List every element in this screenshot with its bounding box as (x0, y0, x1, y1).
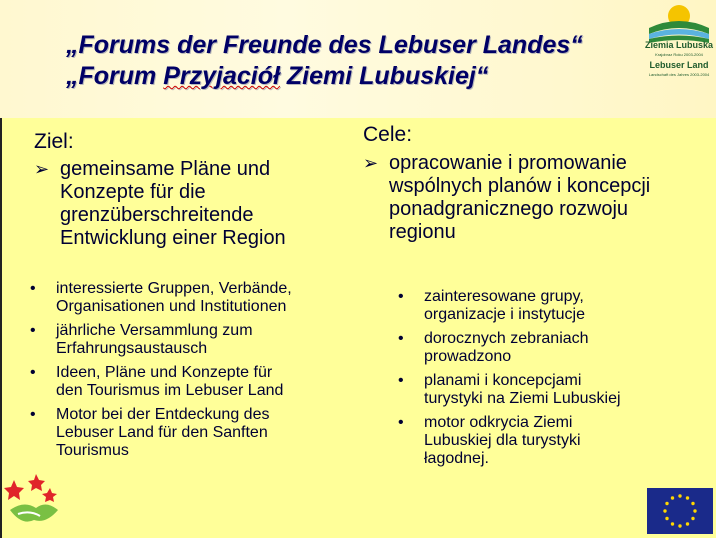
bullet-dot-icon: • (30, 364, 36, 381)
polish-goal-text: opracowanie i promowanie wspólnych planów i koncepcji ponadgranicznego rozwoju regionu (389, 152, 651, 243)
polish-goal (363, 152, 708, 248)
german-heading: Ziel: (34, 130, 74, 153)
eu-star-icon (691, 502, 694, 505)
eu-star-icon (691, 517, 694, 520)
polish-heading: Cele: (363, 123, 413, 146)
logo-sub-polish: Krajobraz Roku 2003-2004 (655, 52, 703, 57)
eu-star-icon (686, 496, 689, 499)
eu-star-icon (665, 517, 668, 520)
bullet-dot-icon: • (30, 406, 36, 423)
bullet-dot-icon: • (398, 414, 404, 431)
list-item: • planami i koncepcjami turystyki na Ziemi Lubuskiej (398, 372, 621, 407)
bullet-dot-icon: • (398, 330, 404, 347)
eu-star-icon (671, 522, 674, 525)
eu-star-icon (678, 494, 681, 497)
eu-star-icon (678, 524, 681, 527)
bullet-dot-icon: • (30, 280, 36, 297)
list-item: • motor odkrycia Ziemi Lubuskiej dla turystyki łagodnej. (398, 414, 581, 467)
bullet-dot-icon: • (398, 288, 404, 305)
polish-bullet-list (396, 288, 696, 474)
handshake-flowers-logo (0, 470, 66, 536)
german-bullet-list (28, 280, 358, 466)
eu-star-icon (671, 496, 674, 499)
list-item: • jährliche Versammlung zum Erfahrungsaustausch (30, 322, 253, 357)
arrow-bullet-icon: ➢ (363, 153, 379, 173)
german-goal (34, 158, 354, 254)
list-item: • dorocznych zebraniach prowadzono (398, 330, 589, 365)
logo-sub-german: Landschaft des Jahres 2003-2004 (648, 72, 710, 77)
list-item: • interessierte Gruppen, Verbände, Organisationen und Institutionen (30, 280, 292, 315)
eu-star-icon (693, 509, 696, 512)
logo-name-german: Lebuser Land (649, 60, 709, 70)
eu-star-icon (686, 522, 689, 525)
eu-flag-icon (647, 488, 713, 534)
eu-star-icon (665, 502, 668, 505)
german-goal-text: gemeinsame Pläne und Konzepte für die grenzüberschreitende Entwicklung einer Region (60, 158, 286, 249)
list-item: • Motor bei der Entdeckung des Lebuser Land für den Sanften Tourismus (30, 406, 270, 459)
title-line-german: „Forums der Freunde des Lebuser Landes“ (66, 31, 583, 59)
arrow-bullet-icon: ➢ (34, 159, 50, 179)
eu-star-icon (663, 509, 666, 512)
logo-name-polish: Ziemia Lubuska (645, 40, 714, 50)
list-item: • Ideen, Pläne und Konzepte für den Tourismus im Lebuser Land (30, 364, 284, 399)
title-line-polish: „Forum Przyjaciół Ziemi Lubuskiej“ (66, 62, 489, 90)
list-item: • zainteresowane grupy, organizacje i instytucje (398, 288, 585, 323)
slide-title (66, 30, 646, 92)
bullet-dot-icon: • (398, 372, 404, 389)
bullet-dot-icon: • (30, 322, 36, 339)
